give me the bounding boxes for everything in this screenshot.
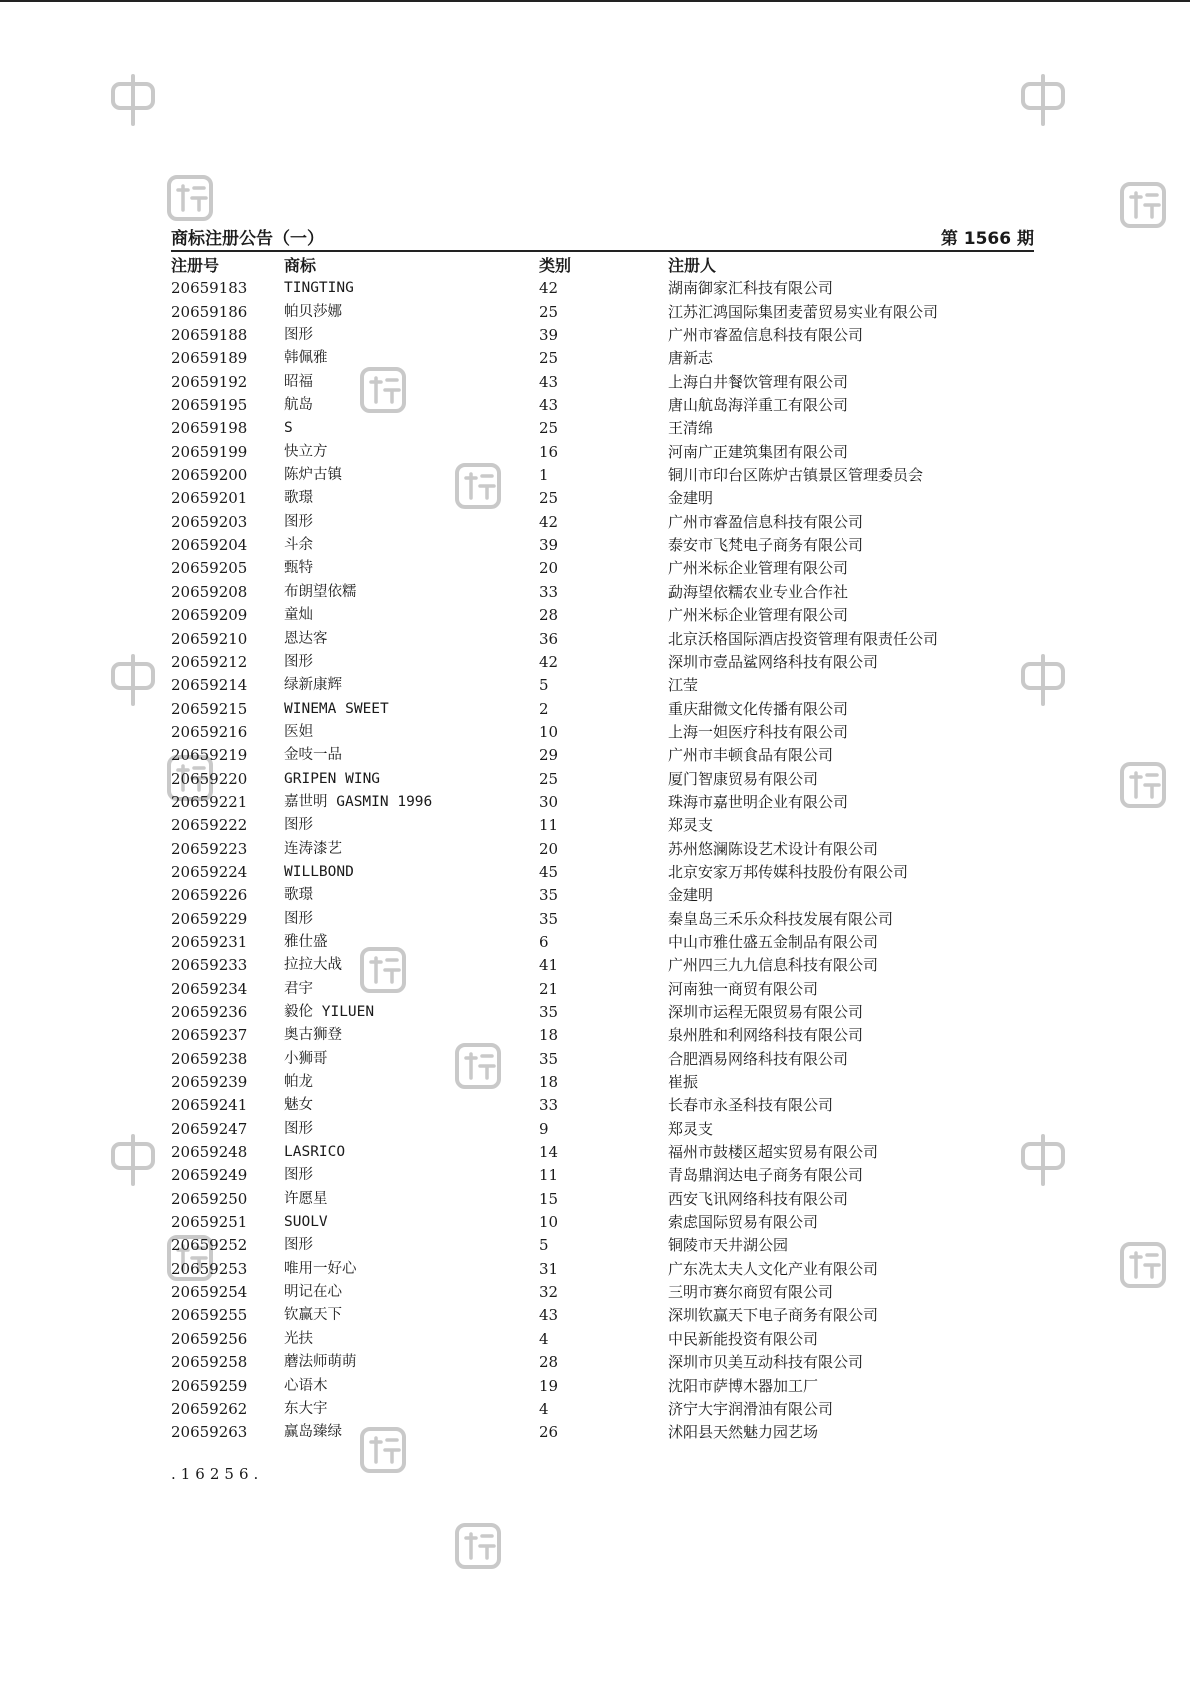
table-row [171, 1398, 1034, 1421]
class-cell: 11 [539, 816, 559, 835]
table-body [171, 277, 1034, 1444]
registrant-cell: 泉州胜和利网络科技有限公司 [668, 1026, 864, 1045]
class-cell: 15 [539, 1189, 559, 1208]
column-header-trademark: 商标 [284, 256, 317, 275]
registration-no-cell: 20659262 [171, 1399, 248, 1418]
registration-no-cell: 20659210 [171, 629, 248, 648]
gazette-title: 商标注册公告（一） [171, 229, 324, 249]
page-number: .16256. [171, 1465, 264, 1483]
trademark-cell: 毅伦 YILUEN [284, 1004, 375, 1020]
class-cell: 16 [539, 442, 559, 461]
registration-no-cell: 20659250 [171, 1189, 248, 1208]
class-cell: 18 [539, 1073, 559, 1092]
registrant-cell: 北京安家万邦传媒科技股份有限公司 [668, 862, 909, 881]
registrant-cell: 河南广正建筑集团有限公司 [668, 442, 849, 461]
table-row [171, 371, 1034, 394]
class-cell: 28 [539, 606, 559, 625]
class-cell: 11 [539, 1166, 559, 1185]
table-row [171, 721, 1034, 744]
watermark-logo-icon [1117, 1239, 1169, 1291]
class-cell: 21 [539, 979, 559, 998]
registration-no-cell: 20659188 [171, 326, 248, 345]
table-row [171, 1188, 1034, 1211]
table-row [171, 674, 1034, 697]
registrant-cell: 江苏汇鸿国际集团麦蕾贸易实业有限公司 [668, 302, 939, 321]
trademark-cell: 图形 [284, 910, 313, 927]
registrant-cell: 金建明 [668, 886, 714, 905]
class-cell: 20 [539, 839, 559, 858]
table-row [171, 534, 1034, 557]
table-row [171, 791, 1034, 814]
table-row [171, 1211, 1034, 1234]
table-row [171, 1258, 1034, 1281]
trademark-cell: WINEMA SWEET [284, 700, 389, 717]
registration-no-cell: 20659229 [171, 909, 248, 928]
class-cell: 39 [539, 326, 559, 345]
trademark-cell: 斗余 [284, 537, 313, 554]
trademark-cell: 歌璟 [284, 887, 313, 904]
registrant-cell: 湖南御家汇科技有限公司 [668, 279, 834, 298]
registrant-cell: 深圳市贝美互动科技有限公司 [668, 1353, 864, 1372]
class-cell: 28 [539, 1353, 559, 1372]
watermark-logo-icon [452, 1520, 504, 1572]
class-cell: 10 [539, 1213, 559, 1232]
trademark-cell: 唯用一好心 [284, 1260, 357, 1277]
registration-no-cell: 20659254 [171, 1283, 248, 1302]
table-row [171, 954, 1034, 977]
table-row [171, 814, 1034, 837]
registrant-cell: 郑灵支 [668, 1119, 714, 1138]
registration-no-cell: 20659205 [171, 559, 248, 578]
table-row [171, 1304, 1034, 1327]
registrant-cell: 合肥酒易网络科技有限公司 [668, 1049, 849, 1068]
class-cell: 4 [539, 1329, 549, 1348]
trademark-cell: WILLBOND [284, 863, 354, 880]
registration-no-cell: 20659252 [171, 1236, 248, 1255]
class-cell: 19 [539, 1376, 559, 1395]
registration-no-cell: 20659215 [171, 699, 248, 718]
table-row [171, 931, 1034, 954]
registrant-cell: 深圳钦赢天下电子商务有限公司 [668, 1306, 879, 1325]
header-divider [171, 250, 1034, 252]
registration-no-cell: 20659208 [171, 582, 248, 601]
registration-no-cell: 20659247 [171, 1119, 248, 1138]
registration-no-cell: 20659204 [171, 536, 248, 555]
trademark-cell: 钦赢天下 [284, 1307, 342, 1324]
registration-no-cell: 20659214 [171, 676, 248, 695]
class-cell: 35 [539, 886, 559, 905]
trademark-cell: 心语木 [284, 1377, 328, 1394]
table-row [171, 441, 1034, 464]
table-row [171, 1048, 1034, 1071]
class-cell: 5 [539, 676, 549, 695]
registration-no-cell: 20659219 [171, 746, 248, 765]
registrant-cell: 铜川市印台区陈炉古镇景区管理委员会 [668, 466, 924, 485]
table-header-row [171, 254, 1034, 277]
page-header [171, 224, 1034, 250]
class-cell: 32 [539, 1283, 559, 1302]
trademark-cell: 布朗望依糯 [284, 583, 357, 600]
class-cell: 2 [539, 699, 549, 718]
registration-no-cell: 20659258 [171, 1353, 248, 1372]
table-row [171, 1281, 1034, 1304]
registrant-cell: 苏州悠澜陈设艺术设计有限公司 [668, 839, 879, 858]
class-cell: 41 [539, 956, 559, 975]
trademark-cell: GRIPEN WING [284, 770, 381, 787]
trademark-cell: 图形 [284, 1237, 313, 1254]
table-row [171, 838, 1034, 861]
registrant-cell: 广州市丰顿食品有限公司 [668, 746, 834, 765]
table-row [171, 628, 1034, 651]
class-cell: 5 [539, 1236, 549, 1255]
registrant-cell: 广州市睿盈信息科技有限公司 [668, 512, 864, 531]
table-row [171, 1164, 1034, 1187]
class-cell: 42 [539, 652, 559, 671]
table-row [171, 557, 1034, 580]
registration-no-cell: 20659233 [171, 956, 248, 975]
trademark-cell: 陈炉古镇 [284, 467, 342, 484]
registrant-cell: 秦皇岛三禾乐众科技发展有限公司 [668, 909, 894, 928]
trademark-cell: 快立方 [284, 443, 328, 460]
registration-no-cell: 20659195 [171, 396, 248, 415]
class-cell: 20 [539, 559, 559, 578]
trademark-cell: SUOLV [284, 1214, 328, 1231]
registrant-cell: 广州市睿盈信息科技有限公司 [668, 326, 864, 345]
registration-no-cell: 20659189 [171, 349, 248, 368]
table-row [171, 1024, 1034, 1047]
registrant-cell: 深圳市运程无限贸易有限公司 [668, 1003, 864, 1021]
trademark-cell: LASRICO [284, 1144, 346, 1161]
table-row [171, 1071, 1034, 1094]
class-cell: 18 [539, 1026, 559, 1045]
registration-no-cell: 20659237 [171, 1026, 248, 1045]
trademark-cell: 连涛漆艺 [284, 840, 342, 857]
registration-no-cell: 20659224 [171, 862, 248, 881]
registrant-cell: 唐山航岛海洋重工有限公司 [668, 396, 849, 415]
registrant-cell: 河南独一商贸有限公司 [668, 979, 819, 998]
registration-no-cell: 20659253 [171, 1259, 248, 1278]
trademark-cell: 金吱一品 [284, 747, 342, 764]
table-row [171, 1328, 1034, 1351]
trademark-cell: 医妲 [284, 723, 313, 740]
watermark-logo-icon [164, 172, 216, 224]
trademark-cell: 图形 [284, 817, 313, 834]
registration-no-cell: 20659223 [171, 839, 248, 858]
trademark-cell: 歌璟 [284, 490, 313, 507]
class-cell: 25 [539, 302, 559, 321]
registration-no-cell: 20659241 [171, 1096, 248, 1115]
class-cell: 26 [539, 1423, 559, 1442]
registration-no-cell: 20659249 [171, 1166, 248, 1185]
registration-no-cell: 20659209 [171, 606, 248, 625]
registrant-cell: 厦门智康贸易有限公司 [668, 769, 819, 788]
registrant-cell: 铜陵市天井湖公园 [668, 1236, 789, 1255]
table-row [171, 978, 1034, 1001]
registration-no-cell: 20659251 [171, 1213, 248, 1232]
class-cell: 4 [539, 1399, 549, 1418]
trademark-cell: 拉拉大战 [284, 957, 342, 974]
table-row [171, 417, 1034, 440]
registrant-cell: 崔振 [668, 1073, 699, 1092]
registrant-cell: 泰安市飞梵电子商务有限公司 [668, 536, 864, 555]
trademark-cell: 航岛 [284, 397, 313, 414]
watermark-logo-icon [107, 74, 159, 126]
registration-no-cell: 20659220 [171, 769, 248, 788]
table-row [171, 1351, 1034, 1374]
registration-no-cell: 20659236 [171, 1003, 248, 1021]
watermark-logo-icon [107, 654, 159, 706]
registration-no-cell: 20659231 [171, 932, 248, 951]
table-row [171, 604, 1034, 627]
class-cell: 39 [539, 536, 559, 555]
registration-no-cell: 20659256 [171, 1329, 248, 1348]
table-row [171, 1094, 1034, 1117]
trademark-cell: 恩达客 [284, 630, 328, 647]
registrant-cell: 唐新志 [668, 349, 714, 368]
registrant-cell: 上海一妲医疗科技有限公司 [668, 722, 849, 741]
trademark-cell: 奥古狮登 [284, 1027, 342, 1044]
table-row [171, 1234, 1034, 1257]
trademark-cell: 图形 [284, 327, 313, 344]
table-row [171, 768, 1034, 791]
trademark-cell: 蘑法师萌萌 [284, 1354, 357, 1371]
registration-no-cell: 20659234 [171, 979, 248, 998]
column-header-registration-no: 注册号 [171, 256, 220, 275]
top-border-line [0, 0, 1190, 2]
class-cell: 10 [539, 722, 559, 741]
registrant-cell: 郑灵支 [668, 816, 714, 835]
registration-table [171, 254, 1034, 1445]
trademark-cell: 帕龙 [284, 1074, 313, 1091]
registrant-cell: 广州米标企业管理有限公司 [668, 559, 849, 578]
registrant-cell: 三明市赛尔商贸有限公司 [668, 1283, 834, 1302]
class-cell: 25 [539, 769, 559, 788]
registration-no-cell: 20659183 [171, 279, 248, 298]
registration-no-cell: 20659216 [171, 722, 248, 741]
class-cell: 43 [539, 372, 559, 391]
registrant-cell: 江莹 [668, 676, 699, 695]
registration-no-cell: 20659222 [171, 816, 248, 835]
class-cell: 33 [539, 582, 559, 601]
table-row [171, 861, 1034, 884]
class-cell: 31 [539, 1259, 559, 1278]
table-row [171, 277, 1034, 300]
class-cell: 35 [539, 1003, 559, 1021]
trademark-cell: 小狮哥 [284, 1050, 328, 1067]
registration-no-cell: 20659263 [171, 1423, 248, 1442]
table-row [171, 347, 1034, 370]
registration-no-cell: 20659238 [171, 1049, 248, 1068]
registrant-cell: 青岛鼎润达电子商务有限公司 [668, 1166, 864, 1185]
trademark-cell: 昭福 [284, 373, 313, 390]
registrant-cell: 深圳市壹品鲨网络科技有限公司 [668, 652, 879, 671]
class-cell: 29 [539, 746, 559, 765]
table-row [171, 884, 1034, 907]
class-cell: 30 [539, 792, 559, 811]
trademark-cell: 韩佩雅 [284, 350, 328, 367]
class-cell: 45 [539, 862, 559, 881]
class-cell: 25 [539, 349, 559, 368]
table-row [171, 744, 1034, 767]
trademark-cell: TINGTING [284, 280, 354, 297]
table-row [171, 581, 1034, 604]
trademark-cell: 雅仕盛 [284, 933, 328, 950]
class-cell: 33 [539, 1096, 559, 1115]
trademark-cell: 许愿星 [284, 1190, 328, 1207]
class-cell: 36 [539, 629, 559, 648]
registrant-cell: 重庆甜微文化传播有限公司 [668, 699, 849, 718]
registrant-cell: 珠海市嘉世明企业有限公司 [668, 792, 849, 811]
trademark-cell: 魅女 [284, 1097, 313, 1114]
registration-no-cell: 20659199 [171, 442, 248, 461]
table-row [171, 908, 1034, 931]
class-cell: 43 [539, 396, 559, 415]
class-cell: 25 [539, 489, 559, 508]
trademark-cell: 光扶 [284, 1330, 313, 1347]
class-cell: 25 [539, 419, 559, 438]
column-header-class: 类别 [539, 256, 572, 275]
table-row [171, 464, 1034, 487]
class-cell: 43 [539, 1306, 559, 1325]
table-row [171, 324, 1034, 347]
registrant-cell: 索虑国际贸易有限公司 [668, 1213, 819, 1232]
trademark-cell: 图形 [284, 513, 313, 530]
trademark-cell: 童灿 [284, 607, 313, 624]
registrant-cell: 勐海望依糯农业专业合作社 [668, 582, 849, 601]
class-cell: 14 [539, 1143, 559, 1162]
table-row [171, 651, 1034, 674]
registrant-cell: 北京沃格国际酒店投资管理有限责任公司 [668, 629, 939, 648]
registration-no-cell: 20659239 [171, 1073, 248, 1092]
table-row [171, 1141, 1034, 1164]
registrant-cell: 西安飞讯网络科技有限公司 [668, 1189, 849, 1208]
registration-no-cell: 20659221 [171, 792, 248, 811]
table-row [171, 301, 1034, 324]
registration-no-cell: 20659259 [171, 1376, 248, 1395]
table-row [171, 1118, 1034, 1141]
trademark-cell: 赢岛臻绿 [284, 1424, 342, 1441]
registrant-cell: 沭阳县天然魅力园艺场 [668, 1423, 819, 1442]
class-cell: 42 [539, 512, 559, 531]
registrant-cell: 王清绵 [668, 419, 714, 438]
registration-no-cell: 20659226 [171, 886, 248, 905]
registrant-cell: 中山市雅仕盛五金制品有限公司 [668, 932, 879, 951]
registrant-cell: 沈阳市萨博木器加工厂 [668, 1376, 819, 1395]
trademark-cell: 图形 [284, 1167, 313, 1184]
table-row [171, 1421, 1034, 1444]
trademark-cell: S [284, 420, 293, 437]
trademark-cell: 明记在心 [284, 1284, 342, 1301]
class-cell: 42 [539, 279, 559, 298]
registration-no-cell: 20659201 [171, 489, 248, 508]
trademark-cell: 甄特 [284, 560, 313, 577]
class-cell: 9 [539, 1119, 549, 1138]
registration-no-cell: 20659212 [171, 652, 248, 671]
watermark-logo-icon [1117, 179, 1169, 231]
registrant-cell: 福州市鼓楼区超实贸易有限公司 [668, 1143, 879, 1162]
trademark-cell: 图形 [284, 1120, 313, 1137]
registrant-cell: 上海白井餐饮管理有限公司 [668, 372, 849, 391]
trademark-cell: 嘉世明 GASMIN 1996 [284, 793, 433, 810]
table-row [171, 511, 1034, 534]
table-row [171, 1375, 1034, 1398]
trademark-cell: 帕贝莎娜 [284, 303, 342, 320]
registrant-cell: 广东冼太夫人文化产业有限公司 [668, 1259, 879, 1278]
registration-no-cell: 20659198 [171, 419, 248, 438]
table-row [171, 394, 1034, 417]
watermark-logo-icon [1017, 74, 1069, 126]
registration-no-cell: 20659192 [171, 372, 248, 391]
registration-no-cell: 20659186 [171, 302, 248, 321]
table-row [171, 698, 1034, 721]
registrant-cell: 济宁大宇润滑油有限公司 [668, 1399, 834, 1418]
issue-number: 第 1566 期 [940, 229, 1034, 249]
registrant-cell: 中民新能投资有限公司 [668, 1329, 819, 1348]
registration-no-cell: 20659248 [171, 1143, 248, 1162]
class-cell: 35 [539, 1049, 559, 1068]
registrant-cell: 长春市永圣科技有限公司 [668, 1096, 834, 1115]
table-row [171, 1001, 1034, 1024]
column-header-registrant: 注册人 [668, 256, 717, 275]
class-cell: 35 [539, 909, 559, 928]
trademark-cell: 君宇 [284, 980, 313, 997]
registrant-cell: 广州米标企业管理有限公司 [668, 606, 849, 625]
registrant-cell: 金建明 [668, 489, 714, 508]
registration-no-cell: 20659203 [171, 512, 248, 531]
table-row [171, 487, 1034, 510]
trademark-cell: 东大宇 [284, 1400, 328, 1417]
registration-no-cell: 20659255 [171, 1306, 248, 1325]
trademark-cell: 图形 [284, 653, 313, 670]
registrant-cell: 广州四三九九信息科技有限公司 [668, 956, 879, 975]
class-cell: 6 [539, 932, 549, 951]
trademark-cell: 绿新康辉 [284, 677, 342, 694]
watermark-logo-icon [107, 1134, 159, 1186]
class-cell: 1 [539, 466, 549, 485]
registration-no-cell: 20659200 [171, 466, 248, 485]
watermark-logo-icon [1117, 759, 1169, 811]
